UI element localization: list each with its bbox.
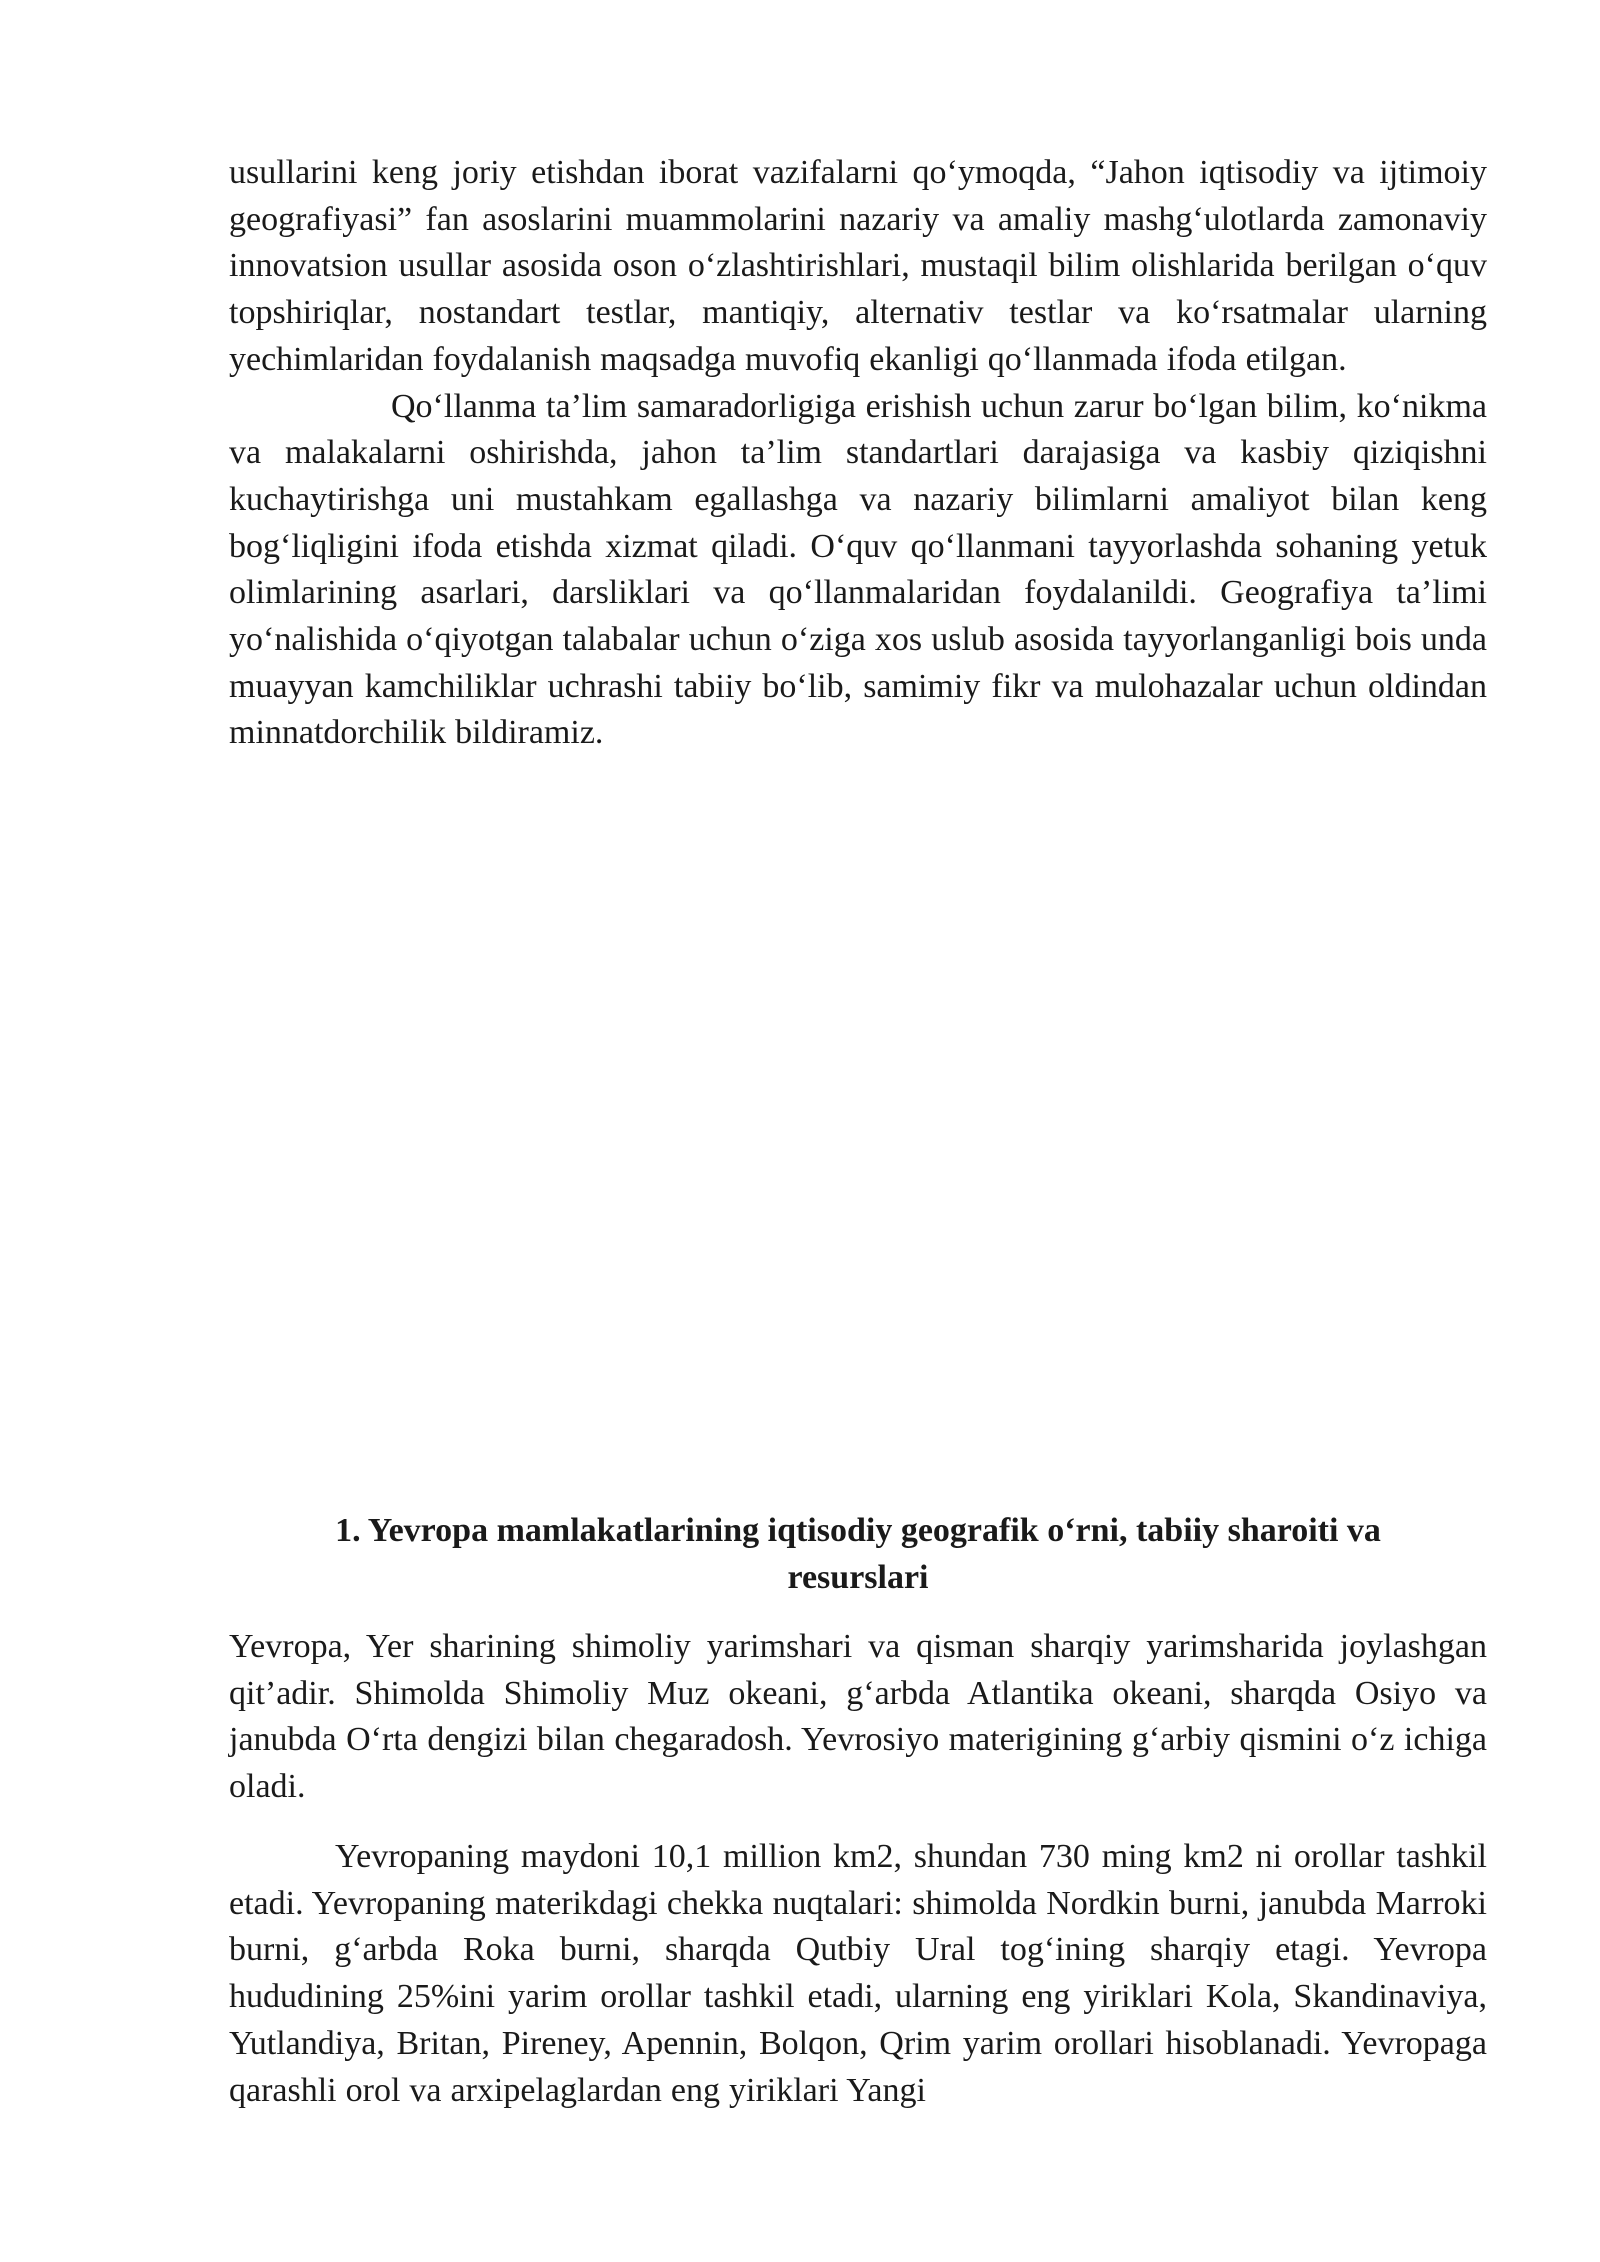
section-paragraph-2-text: Yevropaning maydoni 10,1 million km2, shundan 730 ming km2 ni orollar tashkil etadi. Yevropaning materikdagi chekka nuqtalari: shimolda Nordkin burni, janubda Marroki burni, g‘arbda Roka burni, sharqda Qutbiy Ural tog‘ining sharqiy etagi. Yevropa hududining 25%ini yarim orollar tashkil etadi, ularning eng yiriklari Kola, Skandinaviya, Yutlandiya, Britan, Pireney, Apennin, Bolqon, Qrim yarim orollari hisoblanadi. Yevropaga qarashli orol va arxipelaglardan eng yiriklari Yangi (229, 1838, 1487, 2109)
section-paragraph-2 (229, 1834, 1487, 2114)
intro-paragraph-1: usullarini keng joriy etishdan iborat vazifalarni qo‘ymoqda, “Jahon iqtisodiy va ijtimoiy geografiyasi” fan asoslarini muammolarini nazariy va amaliy mashg‘ulotlarda zamonaviy innovatsion usullar asosida oson o‘zlashtirishlari, mustaqil bilim olishlarida berilgan o‘quv topshiriqlar, nostandart testlar, mantiqiy, alternativ testlar va ko‘rsatmalar ularning yechimlaridan foydalanish maqsadga muvofiq ekanligi qo‘llanmada ifoda etilgan. (229, 154, 1487, 378)
intro-paragraph-2: Qo‘llanma ta’lim samaradorligiga erishish uchun zarur bo‘lgan bilim, ko‘nikma va malakalarni oshirishda, jahon ta’lim standartlari darajasiga va kasbiy qiziqishni kuchaytirishga uni mustahkam egallashga va nazariy bilimlarni amaliyot bilan keng bog‘liqligini ifoda etishda xizmat qiladi. O‘quv qo‘llanmani tayyorlashda sohaning yetuk olimlarining asarlari, darsliklari va qo‘llanmalaridan foydalanildi. Geografiya ta’limi yo‘nalishida o‘qiyotgan talabalar uchun o‘ziga xos uslub asosida tayyorlanganligi bois unda muayyan kamchiliklar uchrashi tabiiy bo‘lib, samimiy fikr va mulohazalar uchun oldindan minnatdorchilik bildiramiz. (229, 387, 1487, 752)
section-heading-line-1: 1. Yevropa mamlakatlarining iqtisodiy geografik o‘rni, tabiiy sharoiti va (335, 1512, 1381, 1549)
section-heading-line-2: resurslari (787, 1558, 929, 1596)
section-heading (229, 1508, 1487, 1601)
document-page (229, 0, 1487, 2262)
section-paragraph-1: Yevropa, Yer sharining shimoliy yarimshari va qisman sharqiy yarimsharida joylashgan qit’adir. Shimolda Shimoliy Muz okeani, g‘arbda Atlantika okeani, sharqda Osiyo va janubda O‘rta dengizi bilan chegaradosh. Yevrosiyo materigining g‘arbiy qismini o‘z ichiga oladi. (229, 1628, 1487, 1806)
intro-text-block (229, 150, 1487, 757)
